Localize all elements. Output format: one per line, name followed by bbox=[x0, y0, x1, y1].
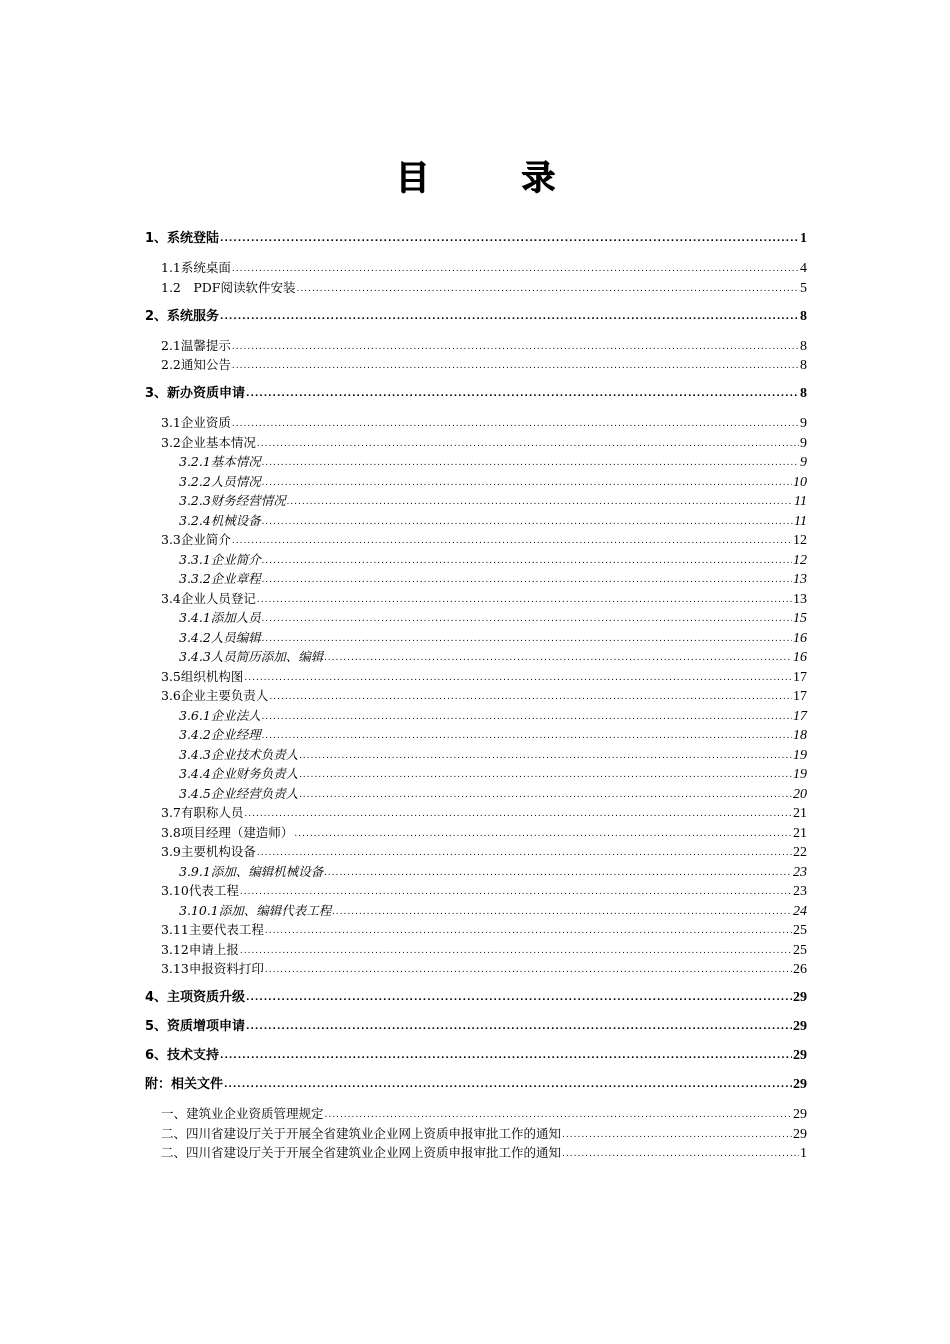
toc-entry[interactable] bbox=[161, 355, 807, 374]
toc-entry-page-number: 9 bbox=[800, 436, 807, 451]
toc-entry[interactable] bbox=[179, 452, 807, 471]
dot-leader bbox=[244, 803, 792, 822]
toc-entry-page-number: 8 bbox=[800, 309, 807, 324]
toc-entry-page-number: 21 bbox=[793, 826, 807, 841]
toc-entry-label: 3.8项目经理（建造师） bbox=[161, 825, 294, 840]
toc-entry-page-number: 29 bbox=[793, 1019, 807, 1034]
toc-entry-label: 1.2 PDF阅读软件安装 bbox=[161, 280, 296, 295]
dot-leader bbox=[299, 784, 792, 803]
toc-entry-page-number: 12 bbox=[793, 533, 807, 548]
dot-leader bbox=[240, 881, 792, 900]
toc-entry-label: 附：相关文件 bbox=[145, 1077, 224, 1092]
toc-entry[interactable] bbox=[145, 1046, 807, 1065]
toc-entry[interactable] bbox=[161, 667, 807, 686]
dot-leader bbox=[240, 940, 792, 959]
toc-entry-page-number: 9 bbox=[800, 416, 807, 431]
toc-entry-page-number: 8 bbox=[800, 339, 807, 354]
toc-entry-label: 3.4.3企业技术负责人 bbox=[179, 747, 299, 762]
toc-entry[interactable] bbox=[161, 433, 807, 452]
toc-entry-page-number: 20 bbox=[793, 787, 807, 802]
toc-entry-page-number: 29 bbox=[793, 1127, 807, 1142]
toc-entry[interactable] bbox=[179, 569, 807, 588]
toc-entry-label: 3.6.1企业法人 bbox=[179, 708, 261, 723]
toc-entry[interactable] bbox=[179, 472, 807, 491]
dot-leader bbox=[246, 1017, 792, 1036]
toc-entry-label: 3.4.3人员简历添加、编辑 bbox=[179, 649, 324, 664]
toc-entry-label: 3.2.1基本情况 bbox=[179, 454, 261, 469]
toc-entry[interactable] bbox=[161, 959, 807, 978]
toc-entry-page-number: 10 bbox=[793, 475, 807, 490]
dot-leader bbox=[262, 569, 792, 588]
toc-entry-page-number: 24 bbox=[793, 904, 807, 919]
dot-leader bbox=[287, 491, 793, 510]
toc-entry-page-number: 26 bbox=[793, 962, 807, 977]
toc-entry[interactable] bbox=[161, 842, 807, 861]
toc-entry-label: 3.3.2企业章程 bbox=[179, 571, 261, 586]
toc-entry-page-number: 25 bbox=[793, 923, 807, 938]
toc-entry-page-number: 18 bbox=[793, 728, 807, 743]
dot-leader bbox=[232, 355, 799, 374]
toc-entry[interactable] bbox=[179, 784, 807, 803]
toc-entry[interactable] bbox=[179, 862, 807, 881]
toc-entry-label: 3.10代表工程 bbox=[161, 883, 239, 898]
dot-leader bbox=[232, 336, 799, 355]
toc-entry-label: 4、主项资质升级 bbox=[145, 990, 246, 1005]
toc-entry-label: 3.7有职称人员 bbox=[161, 805, 244, 820]
toc-entry-label: 二、四川省建设厅关于开展全省建筑业企业网上资质申报审批工作的通知 bbox=[161, 1145, 562, 1160]
toc-entry-label: 2.2通知公告 bbox=[161, 357, 231, 372]
toc-entry-label: 1.1系统桌面 bbox=[161, 260, 231, 275]
toc-entry-label: 5、资质增项申请 bbox=[145, 1019, 246, 1034]
toc-entry-label: 3.3.1企业简介 bbox=[179, 552, 261, 567]
toc-title: 目 录 bbox=[395, 158, 595, 198]
dot-leader bbox=[262, 452, 799, 471]
toc-entry-label: 3.9主要机构设备 bbox=[161, 844, 256, 859]
toc-entry[interactable] bbox=[161, 940, 807, 959]
toc-entry-label: 一、建筑业企业资质管理规定 bbox=[161, 1106, 324, 1121]
toc-entry[interactable] bbox=[145, 229, 807, 248]
toc-entry-page-number: 17 bbox=[793, 689, 807, 704]
dot-leader bbox=[324, 862, 792, 881]
toc-entry[interactable] bbox=[145, 384, 807, 403]
toc-entry-page-number: 29 bbox=[793, 1107, 807, 1122]
toc-entry-page-number: 11 bbox=[794, 514, 807, 529]
toc-entry-page-number: 23 bbox=[793, 865, 807, 880]
toc-entry[interactable] bbox=[179, 511, 807, 530]
toc-entry-page-number: 13 bbox=[793, 592, 807, 607]
toc-entry[interactable] bbox=[179, 628, 807, 647]
toc-entry-label: 3.6企业主要负责人 bbox=[161, 688, 269, 703]
toc-entry[interactable] bbox=[161, 823, 807, 842]
toc-entry-page-number: 29 bbox=[793, 990, 807, 1005]
toc-entry[interactable] bbox=[161, 1104, 807, 1123]
dot-leader bbox=[246, 384, 799, 403]
dot-leader bbox=[262, 511, 793, 530]
toc-entry-label: 1、系统登陆 bbox=[145, 231, 220, 246]
toc-entry[interactable] bbox=[179, 647, 807, 666]
toc-entry-page-number: 12 bbox=[793, 553, 807, 568]
toc-entry[interactable] bbox=[145, 307, 807, 326]
dot-leader bbox=[244, 667, 792, 686]
toc-entry-label: 3.4.5企业经营负责人 bbox=[179, 786, 299, 801]
toc-entry[interactable] bbox=[179, 764, 807, 783]
toc-entry[interactable] bbox=[161, 336, 807, 355]
toc-entry-page-number: 11 bbox=[794, 494, 807, 509]
dot-leader bbox=[232, 258, 799, 277]
toc-entry[interactable] bbox=[161, 1124, 807, 1143]
dot-leader bbox=[262, 628, 792, 647]
toc-entry-page-number: 15 bbox=[793, 611, 807, 626]
toc-entry[interactable] bbox=[179, 725, 807, 744]
toc-entry[interactable] bbox=[161, 803, 807, 822]
toc-entry[interactable] bbox=[179, 608, 807, 627]
dot-leader bbox=[325, 1104, 792, 1123]
toc-entry-page-number: 1 bbox=[800, 231, 807, 246]
toc-entry-label: 3.1企业资质 bbox=[161, 415, 231, 430]
toc-entry[interactable] bbox=[161, 530, 807, 549]
dot-leader bbox=[232, 413, 799, 432]
toc-entry-page-number: 4 bbox=[800, 261, 807, 276]
toc-entry-label: 3.3企业简介 bbox=[161, 532, 231, 547]
toc-entry[interactable] bbox=[179, 706, 807, 725]
dot-leader bbox=[562, 1124, 792, 1143]
toc-entry-page-number: 8 bbox=[800, 386, 807, 401]
dot-leader bbox=[262, 550, 792, 569]
dot-leader bbox=[220, 1046, 792, 1065]
toc-entry[interactable] bbox=[179, 901, 807, 920]
dot-leader bbox=[262, 608, 792, 627]
toc-entry-label: 3、新办资质申请 bbox=[145, 386, 246, 401]
toc-entry-page-number: 13 bbox=[793, 572, 807, 587]
toc-entry[interactable] bbox=[179, 491, 807, 510]
toc-entry[interactable] bbox=[179, 550, 807, 569]
toc-entry-label: 3.2企业基本情况 bbox=[161, 435, 256, 450]
toc-entry-label: 3.11主要代表工程 bbox=[161, 922, 264, 937]
toc-entry-label: 二、四川省建设厅关于开展全省建筑业企业网上资质申报审批工作的通知 bbox=[161, 1126, 562, 1141]
toc-entry-page-number: 16 bbox=[793, 650, 807, 665]
toc-entry-page-number: 23 bbox=[793, 884, 807, 899]
toc-entry-page-number: 22 bbox=[793, 845, 807, 860]
toc-entry-label: 3.4.2人员编辑 bbox=[179, 630, 261, 645]
toc-entry-label: 6、技术支持 bbox=[145, 1048, 220, 1063]
dot-leader bbox=[257, 433, 799, 452]
toc-entry-page-number: 21 bbox=[793, 806, 807, 821]
toc-entry-page-number: 9 bbox=[800, 455, 807, 470]
toc-entry[interactable] bbox=[161, 278, 807, 297]
toc-entry-label: 3.13申报资料打印 bbox=[161, 961, 264, 976]
toc-entry-label: 3.10.1添加、编辑代表工程 bbox=[179, 903, 332, 918]
toc-entry-label: 3.9.1添加、编辑机械设备 bbox=[179, 864, 324, 879]
toc-entry-page-number: 29 bbox=[793, 1077, 807, 1092]
dot-leader bbox=[299, 745, 792, 764]
toc-entry-page-number: 16 bbox=[793, 631, 807, 646]
toc-entry[interactable] bbox=[145, 1075, 807, 1094]
toc-entry-page-number: 25 bbox=[793, 943, 807, 958]
toc-entry-page-number: 17 bbox=[793, 709, 807, 724]
toc-entry-label: 3.4.2企业经理 bbox=[179, 727, 261, 742]
toc-entry-label: 3.4企业人员登记 bbox=[161, 591, 256, 606]
toc-entry[interactable] bbox=[161, 1143, 807, 1162]
dot-leader bbox=[262, 472, 792, 491]
toc-entry[interactable] bbox=[161, 589, 807, 608]
toc-entry-page-number: 17 bbox=[793, 670, 807, 685]
dot-leader bbox=[262, 706, 792, 725]
dot-leader bbox=[269, 686, 792, 705]
toc-entry[interactable] bbox=[161, 413, 807, 432]
toc-entry-label: 3.4.4企业财务负责人 bbox=[179, 766, 299, 781]
dot-leader bbox=[294, 823, 792, 842]
dot-leader bbox=[232, 530, 792, 549]
toc-entry-page-number: 19 bbox=[793, 767, 807, 782]
dot-leader bbox=[265, 959, 792, 978]
toc-entry[interactable] bbox=[161, 258, 807, 277]
dot-leader bbox=[220, 229, 799, 248]
toc-entry-page-number: 1 bbox=[800, 1146, 807, 1161]
dot-leader bbox=[324, 647, 792, 666]
dot-leader bbox=[299, 764, 792, 783]
dot-leader bbox=[265, 920, 792, 939]
toc-entry-label: 3.5组织机构图 bbox=[161, 669, 244, 684]
dot-leader bbox=[257, 589, 792, 608]
toc-entry[interactable] bbox=[161, 881, 807, 900]
toc-entry-page-number: 29 bbox=[793, 1048, 807, 1063]
toc-entry[interactable] bbox=[161, 920, 807, 939]
toc-entry-label: 2、系统服务 bbox=[145, 309, 220, 324]
dot-leader bbox=[562, 1143, 799, 1162]
toc-entry[interactable] bbox=[161, 686, 807, 705]
toc-entry[interactable] bbox=[179, 745, 807, 764]
toc-entry-page-number: 19 bbox=[793, 748, 807, 763]
toc-entry-page-number: 8 bbox=[800, 358, 807, 373]
toc-entry-label: 3.2.3财务经营情况 bbox=[179, 493, 286, 508]
dot-leader bbox=[262, 725, 792, 744]
toc-entry-label: 3.12申请上报 bbox=[161, 942, 239, 957]
toc-entry[interactable] bbox=[145, 1017, 807, 1036]
toc-entry-page-number: 5 bbox=[800, 281, 807, 296]
toc-entry-label: 3.2.4机械设备 bbox=[179, 513, 261, 528]
dot-leader bbox=[220, 307, 799, 326]
dot-leader bbox=[246, 988, 792, 1007]
dot-leader bbox=[332, 901, 792, 920]
toc-entry-label: 3.4.1添加人员 bbox=[179, 610, 261, 625]
dot-leader bbox=[297, 278, 800, 297]
toc-entry-label: 2.1温馨提示 bbox=[161, 338, 231, 353]
toc-entry[interactable] bbox=[145, 988, 807, 1007]
dot-leader bbox=[257, 842, 792, 861]
dot-leader bbox=[224, 1075, 792, 1094]
toc-entry-label: 3.2.2人员情况 bbox=[179, 474, 261, 489]
